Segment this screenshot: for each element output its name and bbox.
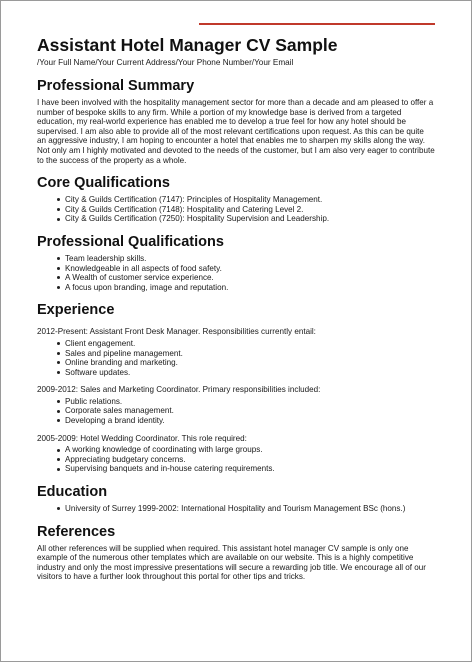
professional-qualifications-heading: Professional Qualifications	[37, 233, 224, 250]
contact-line: /Your Full Name/Your Current Address/Your Phone Number/Your Email	[37, 58, 294, 67]
role-header: 2009-2012: Sales and Marketing Coordinator. Primary responsibilities included:	[37, 385, 321, 395]
experience-role	[37, 385, 435, 425]
accent-rule	[199, 23, 435, 25]
cv-content	[37, 35, 435, 582]
list-item: City & Guilds Certification (7250): Hospitality Supervision and Leadership.	[65, 214, 435, 224]
list-item: Software updates.	[65, 368, 435, 378]
list-item: Online branding and marketing.	[65, 358, 435, 368]
list-item: City & Guilds Certification (7147): Principles of Hospitality Management.	[65, 195, 435, 205]
list-item: Team leadership skills.	[65, 254, 435, 264]
list-item: A working knowledge of coordinating with large groups.	[65, 445, 435, 455]
list-item: A Wealth of customer service experience.	[65, 273, 435, 283]
list-item: City & Guilds Certification (7148): Hospitality and Catering Level 2.	[65, 205, 435, 215]
experience-heading: Experience	[37, 302, 115, 319]
references-heading: References	[37, 523, 116, 540]
role-header: 2012-Present: Assistant Front Desk Manager. Responsibilities currently entail:	[37, 327, 316, 337]
role-duties	[37, 397, 435, 426]
list-item: Client engagement.	[65, 339, 435, 349]
list-item: University of Surrey 1999-2002: International Hospitality and Tourism Management BSc (hons.)	[65, 504, 435, 514]
core-qualifications-list	[37, 195, 435, 224]
cv-title: Assistant Hotel Manager CV Sample	[37, 35, 338, 55]
list-item: Appreciating budgetary concerns.	[65, 455, 435, 465]
experience-role	[37, 434, 435, 474]
education-list	[37, 504, 435, 514]
list-item: Knowledgeable in all aspects of food safety.	[65, 264, 435, 274]
education-heading: Education	[37, 484, 108, 501]
list-item: A focus upon branding, image and reputation.	[65, 283, 435, 293]
role-duties	[37, 445, 435, 474]
list-item: Supervising banquets and in-house catering requirements.	[65, 464, 435, 474]
summary-text: I have been involved with the hospitality management sector for more than a decade and am pleased to offer a number of bespoke skills to any firm. While a portion of my knowledge base is derived from a targeted education, my real-world experience has enabled me to develop a true feel for how any hotel should be supervised. I am also able to provide all of the most relevant certifications upon request. As this can be quite an aggressive industry, I am hoping to encounter a hotel that enables me to sharpen my skills along the way. Not only am I highly motivated and devoted to the needs of the customer, but I am also very eager to contribute to the success of the property as a whole.	[37, 98, 435, 165]
list-item: Public relations.	[65, 397, 435, 407]
summary-heading: Professional Summary	[37, 78, 195, 94]
references-text: All other references will be supplied when required. This assistant hotel manager CV sample is only one example of the numerous other templates which are available on our website. This is a highly competitive industry and only the most impressive presentations will secure a rewarding job title. We encourage all of our visitors to have a further look throughout this portal for other tips and tricks.	[37, 543, 426, 582]
list-item: Sales and pipeline management.	[65, 349, 435, 359]
role-duties	[37, 339, 435, 377]
core-qualifications-heading: Core Qualifications	[37, 175, 170, 192]
experience-role	[37, 327, 435, 377]
professional-qualifications-list	[37, 254, 435, 292]
list-item: Developing a brand identity.	[65, 416, 435, 426]
role-header: 2005-2009: Hotel Wedding Coordinator. This role required:	[37, 433, 247, 443]
list-item: Corporate sales management.	[65, 406, 435, 416]
